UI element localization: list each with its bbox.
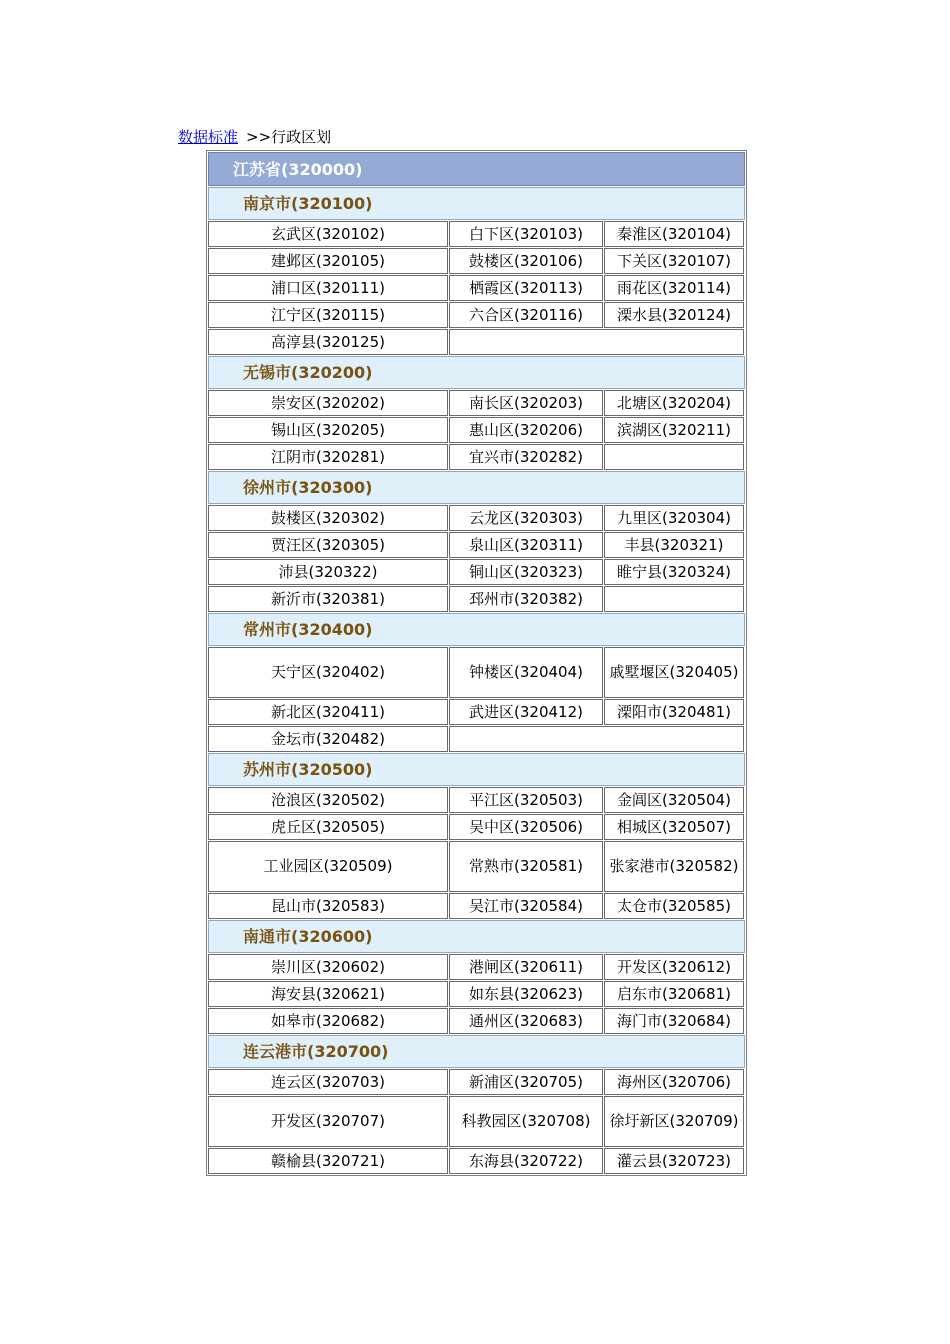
table-row	[208, 221, 745, 247]
table-row	[208, 954, 745, 980]
city-header: 连云港市(320700)	[208, 1035, 745, 1068]
district-cell: 云龙区(320303)	[449, 505, 603, 531]
city-header: 苏州市(320500)	[208, 753, 745, 786]
table-row	[208, 559, 745, 585]
table-row	[208, 275, 745, 301]
district-cell: 如东县(320623)	[449, 981, 603, 1007]
table-row	[208, 787, 745, 813]
district-cell: 工业园区(320509)	[208, 841, 448, 892]
district-cell: 溧阳市(320481)	[604, 699, 744, 725]
table-row	[208, 699, 745, 725]
empty-cell	[604, 586, 744, 612]
district-cell: 建邺区(320105)	[208, 248, 448, 274]
district-cell: 常熟市(320581)	[449, 841, 603, 892]
table-row	[208, 1008, 745, 1034]
district-cell: 鼓楼区(320106)	[449, 248, 603, 274]
table-row	[208, 444, 745, 470]
district-cell: 雨花区(320114)	[604, 275, 744, 301]
district-cell: 贾汪区(320305)	[208, 532, 448, 558]
province-header: 江苏省(320000)	[208, 152, 745, 186]
breadcrumb-current: 行政区划	[271, 128, 332, 146]
district-cell: 崇川区(320602)	[208, 954, 448, 980]
district-cell: 沧浪区(320502)	[208, 787, 448, 813]
district-cell: 惠山区(320206)	[449, 417, 603, 443]
table-row	[208, 417, 745, 443]
district-cell: 溧水县(320124)	[604, 302, 744, 328]
table-row	[208, 302, 745, 328]
table-row	[208, 505, 745, 531]
district-cell: 白下区(320103)	[449, 221, 603, 247]
district-cell: 开发区(320612)	[604, 954, 744, 980]
district-cell: 锡山区(320205)	[208, 417, 448, 443]
table-row	[208, 841, 745, 892]
region-table	[206, 150, 747, 1176]
district-cell: 北塘区(320204)	[604, 390, 744, 416]
district-cell: 张家港市(320582)	[604, 841, 744, 892]
city-header: 南京市(320100)	[208, 187, 745, 220]
district-cell: 栖霞区(320113)	[449, 275, 603, 301]
district-cell: 连云区(320703)	[208, 1069, 448, 1095]
district-cell: 九里区(320304)	[604, 505, 744, 531]
district-cell: 天宁区(320402)	[208, 647, 448, 698]
district-cell: 海门市(320684)	[604, 1008, 744, 1034]
table-row	[208, 647, 745, 698]
district-cell: 海安县(320621)	[208, 981, 448, 1007]
district-cell: 灌云县(320723)	[604, 1148, 744, 1174]
district-cell: 南长区(320203)	[449, 390, 603, 416]
district-cell: 吴江市(320584)	[449, 893, 603, 919]
table-row	[208, 390, 745, 416]
district-cell: 铜山区(320323)	[449, 559, 603, 585]
district-cell: 沛县(320322)	[208, 559, 448, 585]
district-cell: 相城区(320507)	[604, 814, 744, 840]
table-row	[208, 814, 745, 840]
district-cell: 平江区(320503)	[449, 787, 603, 813]
district-cell: 江宁区(320115)	[208, 302, 448, 328]
district-cell: 下关区(320107)	[604, 248, 744, 274]
table-row	[208, 248, 745, 274]
breadcrumb-separator: >>	[246, 128, 272, 146]
district-cell: 江阴市(320281)	[208, 444, 448, 470]
district-cell: 赣榆县(320721)	[208, 1148, 448, 1174]
district-cell: 徐圩新区(320709)	[604, 1096, 744, 1147]
district-cell: 新浦区(320705)	[449, 1069, 603, 1095]
table-row	[208, 726, 745, 752]
district-cell: 港闸区(320611)	[449, 954, 603, 980]
district-cell: 昆山市(320583)	[208, 893, 448, 919]
table-row	[208, 981, 745, 1007]
district-cell: 海州区(320706)	[604, 1069, 744, 1095]
district-cell: 新沂市(320381)	[208, 586, 448, 612]
district-cell: 秦淮区(320104)	[604, 221, 744, 247]
district-cell: 启东市(320681)	[604, 981, 744, 1007]
city-header: 徐州市(320300)	[208, 471, 745, 504]
district-cell: 邳州市(320382)	[449, 586, 603, 612]
district-cell: 武进区(320412)	[449, 699, 603, 725]
district-cell: 睢宁县(320324)	[604, 559, 744, 585]
district-cell: 宜兴市(320282)	[449, 444, 603, 470]
district-cell: 东海县(320722)	[449, 1148, 603, 1174]
table-row	[208, 586, 745, 612]
district-cell: 鼓楼区(320302)	[208, 505, 448, 531]
district-cell: 高淳县(320125)	[208, 329, 448, 355]
district-cell: 虎丘区(320505)	[208, 814, 448, 840]
empty-cell	[449, 329, 744, 355]
breadcrumb-link-data-standard[interactable]: 数据标准	[178, 128, 239, 146]
district-cell: 丰县(320321)	[604, 532, 744, 558]
district-cell: 玄武区(320102)	[208, 221, 448, 247]
district-cell: 通州区(320683)	[449, 1008, 603, 1034]
table-row	[208, 532, 745, 558]
district-cell: 科教园区(320708)	[449, 1096, 603, 1147]
district-cell: 金坛市(320482)	[208, 726, 448, 752]
city-header: 常州市(320400)	[208, 613, 745, 646]
district-cell: 钟楼区(320404)	[449, 647, 603, 698]
district-cell: 六合区(320116)	[449, 302, 603, 328]
district-cell: 开发区(320707)	[208, 1096, 448, 1147]
district-cell: 浦口区(320111)	[208, 275, 448, 301]
empty-cell	[604, 444, 744, 470]
district-cell: 金阊区(320504)	[604, 787, 744, 813]
district-cell: 新北区(320411)	[208, 699, 448, 725]
table-row	[208, 1148, 745, 1174]
empty-cell	[449, 726, 744, 752]
district-cell: 崇安区(320202)	[208, 390, 448, 416]
district-cell: 戚墅堰区(320405)	[604, 647, 744, 698]
district-cell: 吴中区(320506)	[449, 814, 603, 840]
table-row	[208, 893, 745, 919]
table-row	[208, 1069, 745, 1095]
district-cell: 太仓市(320585)	[604, 893, 744, 919]
table-row	[208, 329, 745, 355]
district-cell: 如皋市(320682)	[208, 1008, 448, 1034]
city-header: 南通市(320600)	[208, 920, 745, 953]
city-header: 无锡市(320200)	[208, 356, 745, 389]
table-row	[208, 1096, 745, 1147]
district-cell: 泉山区(320311)	[449, 532, 603, 558]
breadcrumb	[178, 127, 331, 147]
district-cell: 滨湖区(320211)	[604, 417, 744, 443]
city-list	[207, 187, 746, 1174]
